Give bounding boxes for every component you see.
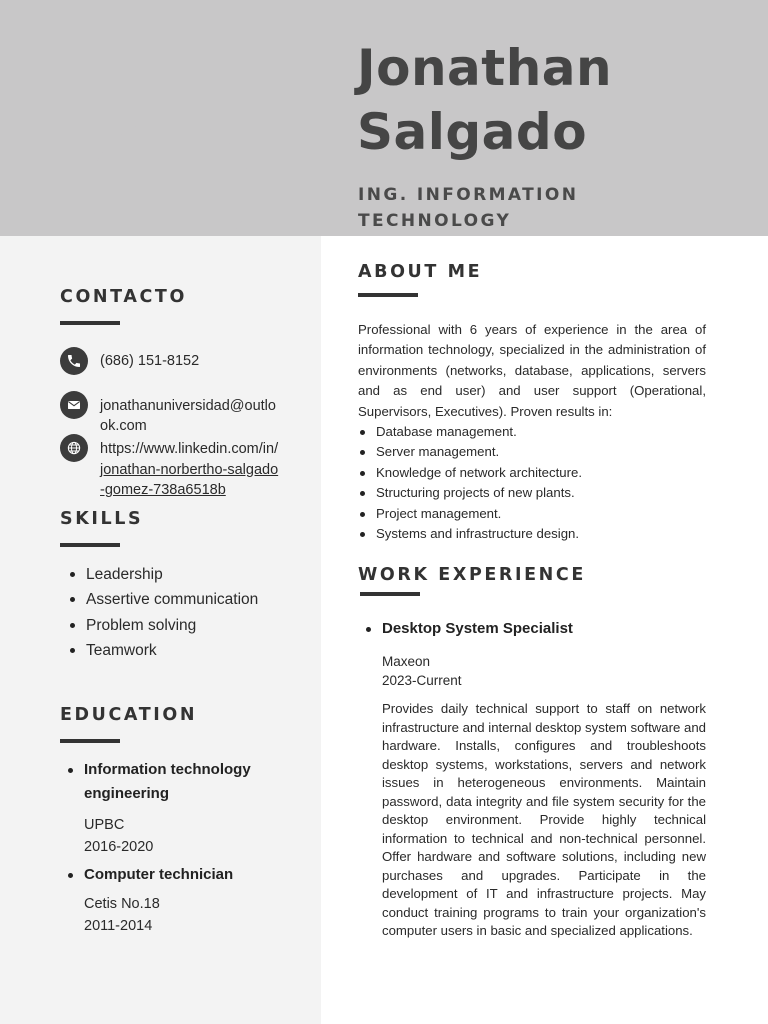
skills-underline: [60, 543, 120, 547]
education-underline: [60, 739, 120, 743]
education-item: [66, 758, 296, 858]
about-heading: ABOUT ME: [358, 262, 483, 282]
list-item: Server management.: [358, 442, 706, 462]
about-section: [358, 320, 706, 544]
experience-underline: [360, 592, 420, 596]
job-period: 2023-Current: [382, 673, 462, 688]
education-degree: Computer technician: [66, 863, 296, 887]
title-line-1: ING. INFORMATION: [358, 185, 579, 205]
last-name: Salgado: [357, 103, 588, 161]
contact-linkedin-row: [60, 434, 280, 501]
education-years: 2016-2020: [84, 839, 154, 855]
education-years: 2011-2014: [84, 918, 153, 934]
mail-icon: [60, 391, 88, 419]
contact-underline: [60, 321, 120, 325]
job-role: Desktop System Specialist: [362, 618, 573, 640]
linkedin-prefix: https://www.linkedin.com/in/: [100, 441, 279, 457]
skills-heading: SKILLS: [60, 509, 144, 529]
title-line-2: TECHNOLOGY: [358, 211, 512, 231]
job-company: Maxeon: [382, 654, 431, 669]
education-item: [66, 863, 296, 937]
skills-list: [68, 562, 308, 663]
phone-icon: [60, 347, 88, 375]
list-item: Database management.: [358, 422, 706, 442]
list-item: Problem solving: [68, 613, 308, 638]
list-item: Knowledge of network architecture.: [358, 463, 706, 483]
linkedin-handle[interactable]: jonathan-norbertho-salgado-gomez-738a6518b: [100, 461, 279, 498]
experience-heading: WORK EXPERIENCE: [358, 565, 586, 585]
education-heading: EDUCATION: [60, 705, 198, 725]
first-name: Jonathan: [357, 39, 613, 97]
contact-email-row: [60, 391, 280, 436]
phone-number[interactable]: (686) 151-8152: [100, 353, 200, 369]
email-address[interactable]: jonathanuniversidad@outlook.com: [100, 398, 276, 434]
globe-icon: [60, 434, 88, 462]
about-underline: [358, 293, 418, 297]
professional-title: [358, 182, 658, 234]
contact-heading: CONTACTO: [60, 287, 187, 307]
education-degree: Information technology engineering: [66, 758, 296, 806]
about-paragraph: Professional with 6 years of experience in the area of information technology, specialized in the administration of environments (networks, database, applications, servers and as end user) and user support (Operational, Supervisors, Executives). Proven results in:: [358, 322, 706, 419]
about-list: [358, 422, 706, 544]
list-item: Leadership: [68, 562, 308, 587]
list-item: Teamwork: [68, 638, 308, 663]
list-item: Project management.: [358, 504, 706, 524]
candidate-name: [357, 36, 612, 164]
job-description: Provides daily technical support to staff on network infrastructure and internal desktop system software and hardware. Installs, configures and troubleshoots desktop systems, workstations, servers and network issues in heterogeneous environments. Maintain password, data integrity and file system security for the desktop environment. Provide highly technical information to technical and non-technical personnel. Offer hardware and software solutions, including new purchases and upgrades. Participate in the development of IT and infrastructure projects. May conduct training programs to train your organization's computer users in basic and specialized applications.: [382, 701, 706, 938]
linkedin-link[interactable]: [100, 439, 280, 501]
education-school: Cetis No.18: [84, 896, 160, 912]
list-item: Structuring projects of new plants.: [358, 483, 706, 503]
education-school: UPBC: [84, 817, 125, 833]
list-item: Assertive communication: [68, 587, 308, 612]
contact-phone-row: [60, 347, 280, 375]
list-item: Systems and infrastructure design.: [358, 524, 706, 544]
